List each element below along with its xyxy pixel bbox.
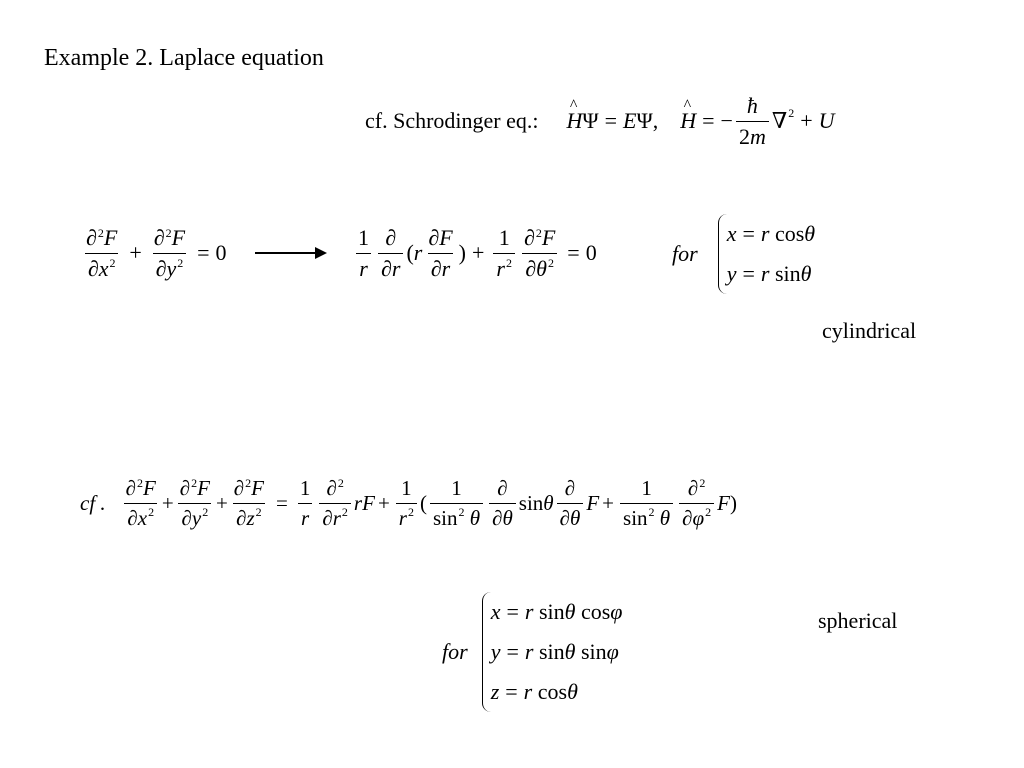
for-label: for — [672, 241, 698, 266]
plus-sign: + — [602, 490, 615, 515]
theta-symbol: θ — [543, 490, 554, 515]
plus-sign: + — [129, 240, 142, 265]
plus-sign: + — [215, 490, 228, 515]
d2f-dtheta2-fraction: $\frac{\partial^2F}{\partial\theta^2}$ — [523, 225, 556, 281]
spherical-system — [491, 592, 623, 712]
right-arrow-icon — [255, 252, 325, 254]
psi-symbol: Ψ — [582, 108, 599, 133]
zero: 0 — [215, 240, 227, 265]
cf-label: cf . — [80, 490, 106, 515]
minus-sign: − — [720, 108, 733, 133]
left-brace-icon — [482, 592, 491, 712]
comma: , — [652, 108, 659, 133]
cylindrical-substitution — [672, 214, 815, 294]
psi-symbol: Ψ — [636, 108, 653, 133]
schrodinger-equation: cf. Schrodinger eq.: ^ H Ψ = E Ψ , ^ H = − $\frac{ħ}{2m}$ ∇ $^2$ + U — [365, 88, 835, 154]
one-over-r-fraction: $\frac{1}{r}$ — [299, 476, 311, 530]
sin-function: sin — [518, 490, 544, 515]
equals-sign: = — [276, 490, 288, 515]
left-brace-icon — [718, 214, 727, 294]
df-dr-fraction: $\frac{\partial F}{\partial r}$ — [428, 225, 453, 281]
x-equation: x = r cosθ — [726, 221, 816, 246]
equals-sign: = — [197, 240, 210, 265]
equals-sign: = — [702, 108, 715, 133]
cf-schrodinger-label: cf. Schrodinger eq.: — [365, 108, 539, 133]
one-over-sin-theta-fraction: $\frac{1}{\sin^2 \theta}$ — [430, 477, 483, 528]
energy-symbol: E — [623, 108, 637, 133]
one-over-r2-fraction: $\frac{1}{r^2}$ — [396, 477, 417, 528]
laplace-2d-cartesian — [80, 220, 353, 286]
r-symbol: r — [413, 240, 423, 265]
d-dtheta-fraction: $\frac{\partial}{\partial\theta}$ — [557, 477, 584, 528]
laplace-2d-polar — [352, 220, 597, 286]
d2f-dx2-fraction: $\frac{\partial^2F}{\partial x^2}$ — [86, 225, 118, 281]
plus-sign: + — [471, 240, 485, 265]
right-paren: ) — [729, 490, 737, 515]
spherical-substitution — [442, 592, 622, 712]
left-paren: ( — [406, 240, 414, 265]
d2f-dy2-fraction: $\frac{\partial^2F}{\partial y^2}$ — [153, 225, 186, 281]
potential-symbol: U — [818, 108, 835, 133]
d2-dr2-fraction: $\frac{\partial^2}{\partial r^2}$ — [319, 477, 351, 528]
hamiltonian-symbol: ^ H — [680, 110, 696, 132]
for-label: for — [442, 639, 468, 664]
one-over-r2-fraction: $\frac{1}{r^2}$ — [493, 226, 515, 279]
r-symbol: r — [353, 490, 363, 515]
f-symbol: F — [717, 490, 730, 515]
y-equation: y = r sinθ — [726, 261, 812, 286]
d2-dphi2-fraction: $\frac{\partial^2}{\partial\varphi^2}$ — [679, 477, 714, 528]
left-paren: ( — [419, 490, 427, 515]
page-title: Example 2. Laplace equation — [44, 45, 324, 71]
zero: 0 — [585, 240, 597, 265]
one-over-r-fraction: $\frac{1}{r}$ — [358, 225, 369, 281]
f-symbol: F — [586, 490, 600, 515]
plus-sign: + — [161, 490, 174, 515]
plus-sign: + — [800, 108, 813, 133]
d-dtheta-fraction: $\frac{\partial}{\partial\theta}$ — [489, 477, 516, 528]
equals-sign: = — [567, 240, 580, 265]
d-dr-fraction: $\frac{\partial}{\partial r}$ — [378, 226, 403, 279]
f-symbol: F — [362, 490, 375, 515]
z-equation: z = r cosθ — [490, 679, 578, 704]
nabla-symbol: ∇ — [771, 108, 788, 133]
d2f-dz2-fraction: $\frac{\partial^2F}{\partial z^2}$ — [233, 476, 264, 530]
laplace-3d-spherical — [80, 468, 737, 538]
cylindrical-system — [727, 214, 815, 294]
hbar-over-2m-fraction — [736, 94, 769, 147]
fraction-denominator: 2m — [736, 121, 769, 148]
y-equation: y = r sinθ sinφ — [490, 639, 619, 664]
equals-sign: = — [604, 108, 618, 133]
right-paren: ) — [458, 240, 466, 265]
one-over-sin-theta-fraction: $\frac{1}{\sin^2 \theta}$ — [620, 477, 673, 528]
plus-sign: + — [377, 490, 390, 515]
d2f-dy2-fraction: $\frac{\partial^2F}{\partial y^2}$ — [179, 476, 210, 530]
x-equation: x = r sinθ cosφ — [490, 599, 623, 624]
hamiltonian-symbol: ^ H — [567, 110, 583, 132]
cylindrical-label: cylindrical — [822, 318, 917, 343]
hbar-symbol: ħ — [746, 93, 758, 119]
d2f-dx2-fraction: $\frac{\partial^2F}{\partial x^2}$ — [125, 476, 156, 530]
spherical-label: spherical — [818, 608, 898, 633]
